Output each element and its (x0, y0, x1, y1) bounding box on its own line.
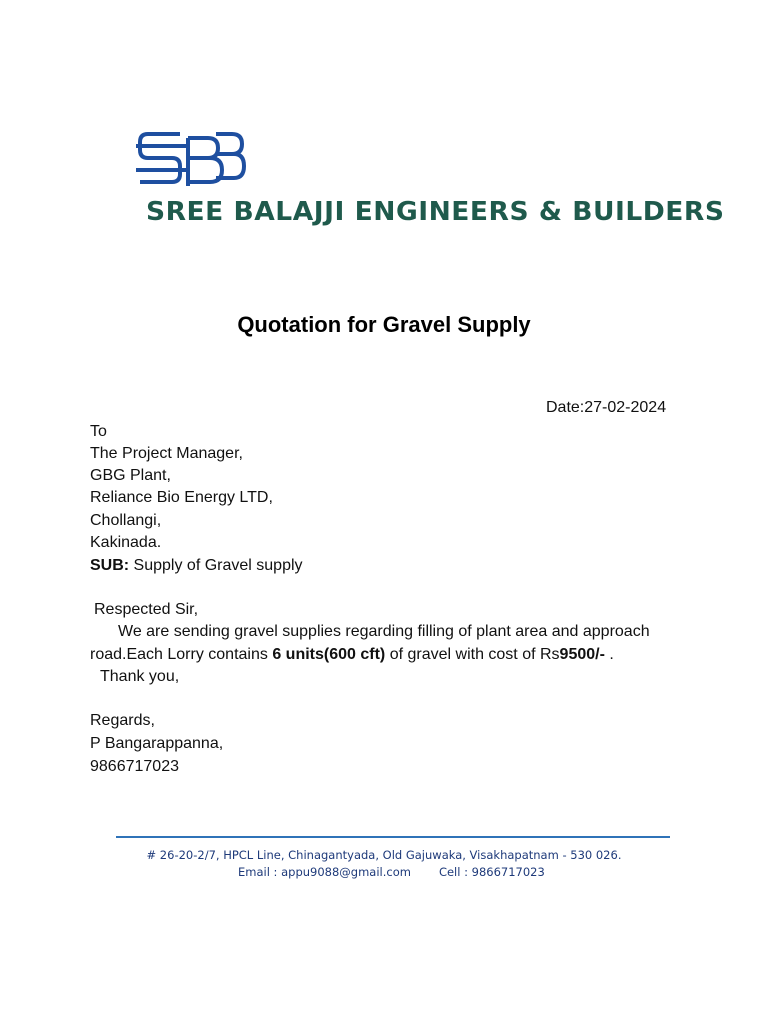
subject-line (90, 556, 303, 576)
thanks-line: Thank you, (100, 668, 180, 685)
salutation: Respected Sir, (94, 601, 199, 618)
footer-address: # 26-20-2/7, HPCL Line, Chinagantyada, Old Gajuwaka, Visakhapatnam - 530 026. (146, 848, 622, 862)
price-bold: 9500/- (559, 646, 605, 663)
to-label: To (90, 423, 107, 440)
body-paragraph-line (90, 645, 614, 665)
signer-name: P Bangarappanna, (90, 735, 224, 752)
page-title: Quotation for Gravel Supply (237, 312, 531, 337)
recipient-line: Kakinada. (90, 534, 162, 551)
recipient-line: GBG Plant, (90, 467, 171, 484)
footer-divider (116, 836, 670, 838)
body-paragraph-line: We are sending gravel supplies regarding filling of plant area and approach (118, 623, 650, 640)
footer-cell: Cell : 9866717023 (438, 865, 545, 879)
footer-email: Email : appu9088@gmail.com (238, 865, 411, 879)
recipient-line: The Project Manager, (90, 445, 243, 462)
regards-line: Regards, (90, 712, 155, 729)
body-text: of gravel with cost of Rs (385, 646, 560, 663)
subject-label: SUB: (90, 557, 130, 574)
recipient-line: Reliance Bio Energy LTD, (90, 489, 273, 506)
subject-text: Supply of Gravel supply (129, 557, 303, 574)
recipient-line: Chollangi, (90, 512, 162, 529)
signer-phone: 9866717023 (90, 758, 179, 775)
body-text: road.Each Lorry contains (90, 646, 273, 663)
letter-date: Date:27-02-2024 (546, 399, 667, 416)
footer-contact (238, 865, 545, 879)
body-text: . (604, 646, 614, 663)
company-name: SREE BALAJJI ENGINEERS & BUILDERS (146, 197, 725, 227)
units-bold: 6 units(600 cft) (272, 646, 386, 663)
company-logo (136, 128, 246, 194)
